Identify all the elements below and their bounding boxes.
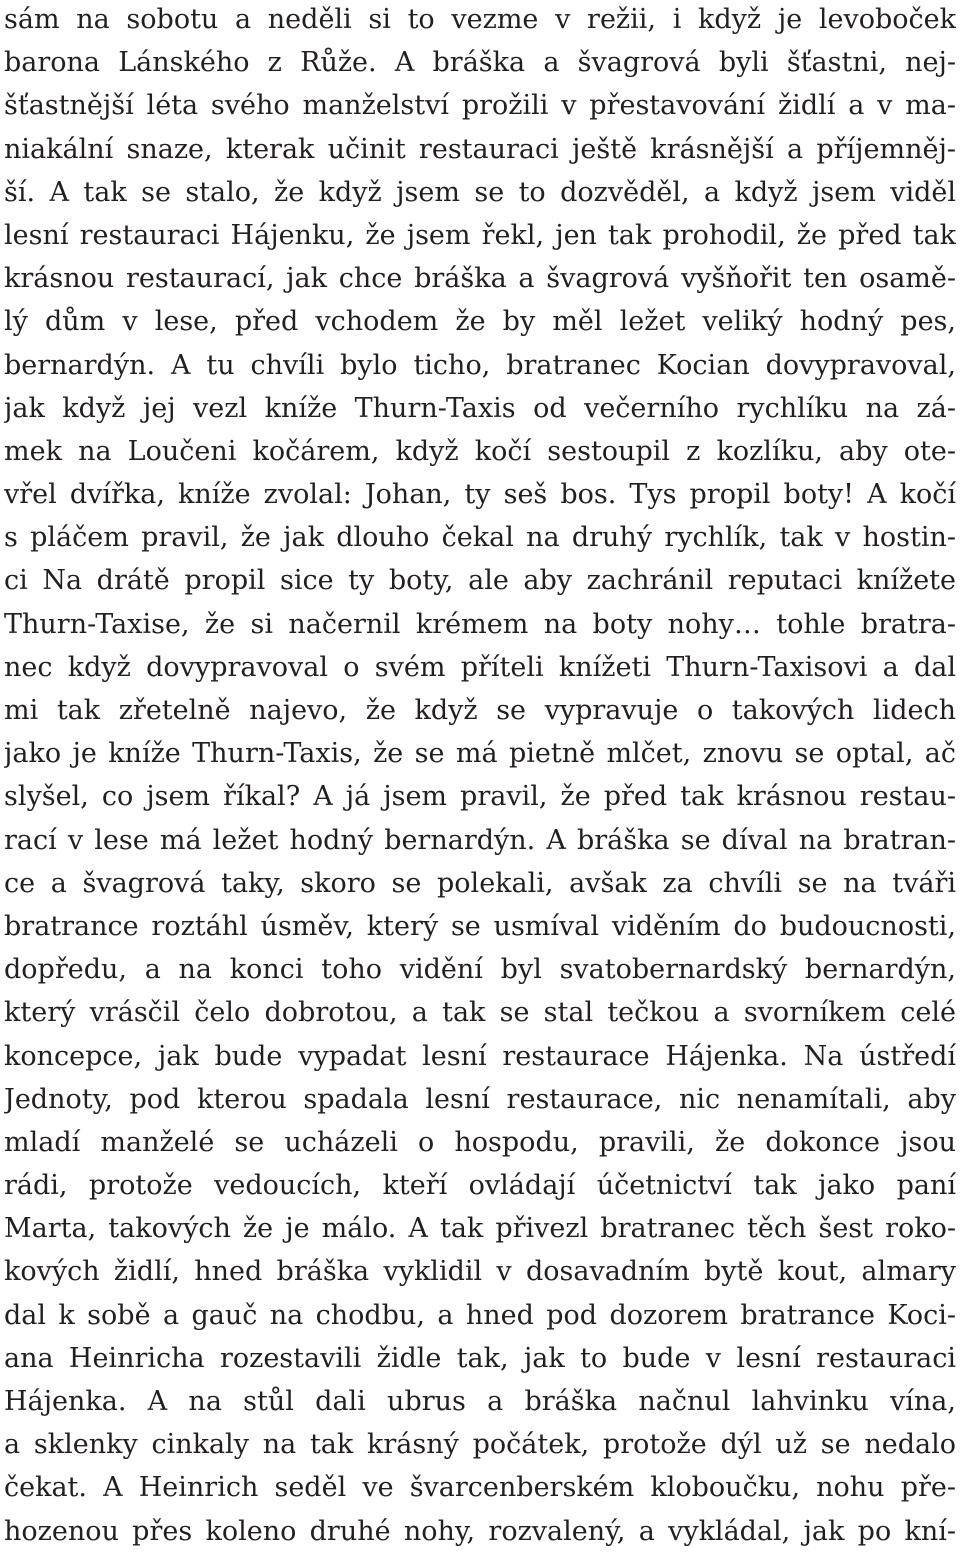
text-line: lý dům v lese, před vchodem že by měl ležet veliký hodný pes, [4, 306, 956, 338]
text-line: bernardýn. A tu chvíli bylo ticho, bratranec Kocian dovypravoval, [4, 349, 956, 381]
text-line: niakální snaze, kterak učinit restauraci ještě krásnější a příjemněj- [4, 133, 956, 165]
text-line: a sklenky cinkaly na tak krásný počátek, protože dýl už se nedalo [4, 1429, 956, 1461]
text-line: barona Lánského z Růže. A bráška a švagrová byli šťastni, nej- [4, 47, 956, 79]
text-line: rací v lese má ležet hodný bernardýn. A bráška se díval na bratran- [4, 824, 956, 856]
text-line: slyšel, co jsem říkal? A já jsem pravil, že před tak krásnou restau- [4, 781, 956, 813]
text-line: Jednoty, pod kterou spadala lesní restaurace, nic nenamítali, aby [4, 1083, 956, 1115]
text-line: který vrásčil čelo dobrotou, a tak se stal tečkou a svorníkem celé [4, 997, 956, 1029]
text-line: hozenou přes koleno druhé nohy, rozvalený, a vykládal, jak po kní- [4, 1515, 956, 1547]
text-line: vřel dvířka, kníže zvolal: Johan, ty seš bos. Tys propil boty! A kočí [4, 479, 956, 511]
text-line: sám na sobotu a neděli si to vezme v režii, i když je levoboček [4, 4, 956, 35]
text-line: Thurn-Taxise, že si načernil krémem na boty nohy… tohle bratra- [4, 608, 956, 640]
text-line: jak když jej vezl kníže Thurn-Taxis od večerního rychlíku na zá- [4, 392, 956, 424]
text-line: čekat. A Heinrich seděl ve švarcenberském kloboučku, nohu pře- [4, 1472, 956, 1504]
text-line: rádi, protože vedoucích, kteří ovládají účetnictví tak jako paní [4, 1170, 956, 1202]
text-line: jako je kníže Thurn-Taxis, že se má pietně mlčet, znovu se optal, ač [4, 738, 956, 770]
text-line: šťastnější léta svého manželství prožili v přestavování židlí a v ma- [4, 90, 956, 122]
text-line: mi tak zřetelně najevo, že když se vypravuje o takových lidech [4, 695, 956, 726]
text-line: ce a švagrová taky, skoro se polekali, avšak za chvíli se na tváři [4, 867, 956, 899]
text-line: dopředu, a na konci toho vidění byl svatobernardský bernardýn, [4, 954, 956, 986]
text-line: ší. A tak se stalo, že když jsem se to dozvěděl, a když jsem viděl [4, 176, 956, 208]
text-line: ci Na drátě propil sice ty boty, ale aby zachránil reputaci knížete [4, 565, 956, 597]
text-line: Hájenka. A na stůl dali ubrus a bráška načnul lahvinku vína, [4, 1386, 956, 1417]
text-line: dal k sobě a gauč na chodbu, a hned pod dozorem bratrance Koci- [4, 1299, 956, 1331]
text-line: s pláčem pravil, že jak dlouho čekal na druhý rychlík, tak v hostin- [4, 522, 956, 554]
text-line: lesní restauraci Hájenku, že jsem řekl, jen tak prohodil, že před tak [4, 219, 956, 251]
text-line: krásnou restaurací, jak chce bráška a švagrová vyšňořit ten osamě- [4, 263, 956, 295]
text-line: nec když dovypravoval o svém příteli knížeti Thurn-Taxisovi a dal [4, 651, 956, 683]
text-line: mladí manželé se ucházeli o hospodu, pravili, že dokonce jsou [4, 1126, 956, 1158]
text-line: kových židlí, hned bráška vyklidil v dosavadním bytě kout, almary [4, 1256, 956, 1288]
text-line: bratrance roztáhl úsměv, který se usmíval viděním do budoucnosti, [4, 910, 956, 942]
text-line: koncepce, jak bude vypadat lesní restaurace Hájenka. Na ústředí [4, 1040, 956, 1072]
text-line: mek na Loučeni kočárem, když kočí sestoupil z kozlíku, aby ote- [4, 435, 956, 467]
text-line: ana Heinricha rozestavili židle tak, jak to bude v lesní restauraci [4, 1342, 956, 1374]
text-line: Marta, takových že je málo. A tak přivezl bratranec těch šest roko- [4, 1213, 956, 1245]
